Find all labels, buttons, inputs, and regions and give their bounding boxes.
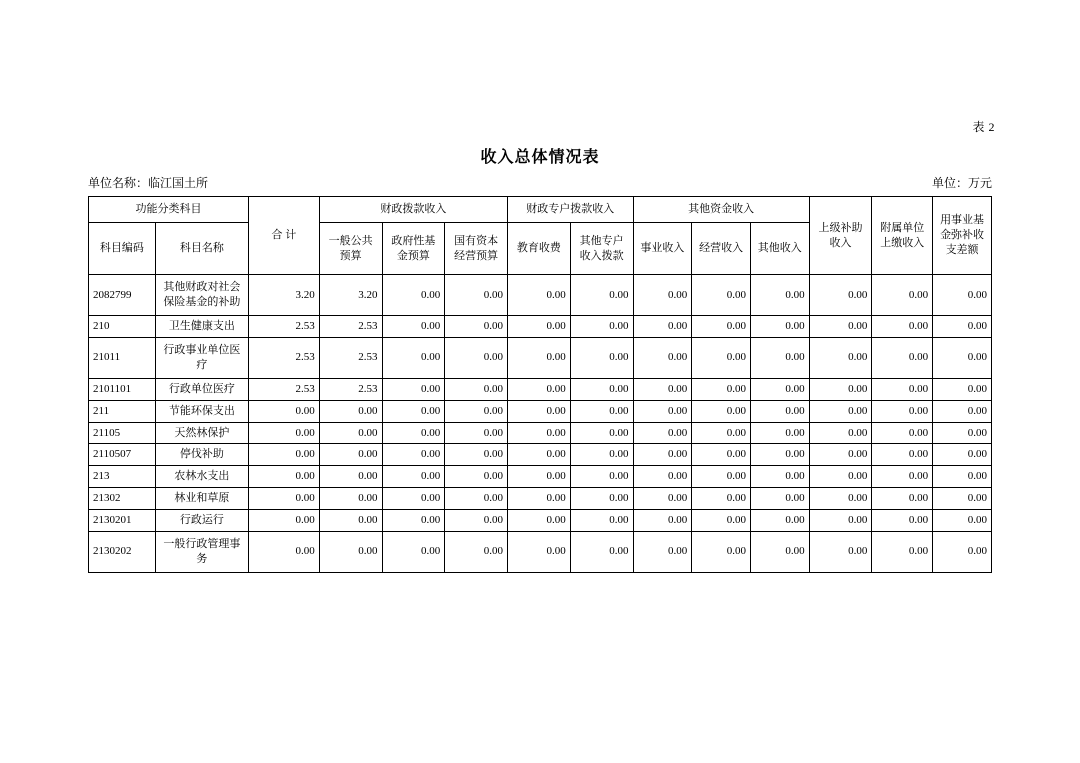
cell-superior-subsidy: 0.00 xyxy=(809,466,872,488)
cell-subject-code: 21302 xyxy=(89,488,156,510)
cell-subordinate-payment: 0.00 xyxy=(872,509,933,531)
cell-state-capital-budget: 0.00 xyxy=(445,275,508,316)
cell-subject-code: 2110507 xyxy=(89,444,156,466)
cell-education-fee: 0.00 xyxy=(508,488,571,510)
cell-other-income: 0.00 xyxy=(750,422,809,444)
cell-general-public-budget: 2.53 xyxy=(319,337,382,378)
cell-state-capital-budget: 0.00 xyxy=(445,509,508,531)
cell-superior-subsidy: 0.00 xyxy=(809,488,872,510)
cell-fund-balance: 0.00 xyxy=(933,466,992,488)
cell-government-fund-budget: 0.00 xyxy=(382,378,445,400)
cell-education-fee: 0.00 xyxy=(508,422,571,444)
cell-other-income: 0.00 xyxy=(750,400,809,422)
cell-fund-balance: 0.00 xyxy=(933,337,992,378)
header-subordinate-payment: 附属单位上缴收入 xyxy=(872,197,933,275)
header-fund-balance: 用事业基金弥补收支差额 xyxy=(933,197,992,275)
cell-other-special-appropriation: 0.00 xyxy=(570,275,633,316)
cell-operating-income: 0.00 xyxy=(692,466,751,488)
cell-superior-subsidy: 0.00 xyxy=(809,400,872,422)
cell-operating-income: 0.00 xyxy=(692,337,751,378)
cell-subject-name: 一般行政管理事务 xyxy=(155,531,248,572)
header-fiscal-appropriation: 财政拨款收入 xyxy=(319,197,507,223)
cell-subject-code: 2130202 xyxy=(89,531,156,572)
cell-superior-subsidy: 0.00 xyxy=(809,275,872,316)
cell-subject-name: 行政单位医疗 xyxy=(155,378,248,400)
table-row xyxy=(89,422,992,444)
table-row xyxy=(89,316,992,338)
cell-general-public-budget: 0.00 xyxy=(319,509,382,531)
cell-subject-code: 21011 xyxy=(89,337,156,378)
cell-subject-name: 农林水支出 xyxy=(155,466,248,488)
cell-business-income: 0.00 xyxy=(633,488,692,510)
cell-subject-name: 停伐补助 xyxy=(155,444,248,466)
cell-subject-code: 210 xyxy=(89,316,156,338)
cell-subject-code: 21105 xyxy=(89,422,156,444)
cell-subject-name: 行政运行 xyxy=(155,509,248,531)
header-other-funds: 其他资金收入 xyxy=(633,197,809,223)
cell-state-capital-budget: 0.00 xyxy=(445,531,508,572)
cell-operating-income: 0.00 xyxy=(692,422,751,444)
cell-education-fee: 0.00 xyxy=(508,531,571,572)
cell-other-income: 0.00 xyxy=(750,444,809,466)
cell-other-special-appropriation: 0.00 xyxy=(570,316,633,338)
cell-other-special-appropriation: 0.00 xyxy=(570,444,633,466)
cell-general-public-budget: 0.00 xyxy=(319,488,382,510)
cell-business-income: 0.00 xyxy=(633,337,692,378)
cell-operating-income: 0.00 xyxy=(692,378,751,400)
cell-total: 0.00 xyxy=(248,444,319,466)
cell-general-public-budget: 3.20 xyxy=(319,275,382,316)
table-row xyxy=(89,531,992,572)
cell-superior-subsidy: 0.00 xyxy=(809,378,872,400)
cell-education-fee: 0.00 xyxy=(508,378,571,400)
cell-state-capital-budget: 0.00 xyxy=(445,337,508,378)
cell-subordinate-payment: 0.00 xyxy=(872,337,933,378)
cell-other-income: 0.00 xyxy=(750,378,809,400)
cell-fund-balance: 0.00 xyxy=(933,531,992,572)
header-education-fee: 教育收费 xyxy=(508,223,571,275)
header-government-fund-budget: 政府性基金预算 xyxy=(382,223,445,275)
cell-other-special-appropriation: 0.00 xyxy=(570,422,633,444)
cell-superior-subsidy: 0.00 xyxy=(809,337,872,378)
cell-subject-code: 213 xyxy=(89,466,156,488)
header-functional-category: 功能分类科目 xyxy=(89,197,249,223)
cell-business-income: 0.00 xyxy=(633,275,692,316)
table-row xyxy=(89,466,992,488)
amount-unit: 单位：万元 xyxy=(931,176,992,190)
cell-business-income: 0.00 xyxy=(633,509,692,531)
table-row xyxy=(89,488,992,510)
cell-subject-name: 卫生健康支出 xyxy=(155,316,248,338)
unit-name xyxy=(88,174,208,191)
cell-fund-balance: 0.00 xyxy=(933,400,992,422)
cell-government-fund-budget: 0.00 xyxy=(382,444,445,466)
cell-state-capital-budget: 0.00 xyxy=(445,444,508,466)
cell-subordinate-payment: 0.00 xyxy=(872,422,933,444)
cell-subordinate-payment: 0.00 xyxy=(872,488,933,510)
cell-other-special-appropriation: 0.00 xyxy=(570,337,633,378)
cell-total: 0.00 xyxy=(248,531,319,572)
cell-other-income: 0.00 xyxy=(750,531,809,572)
cell-business-income: 0.00 xyxy=(633,316,692,338)
cell-other-special-appropriation: 0.00 xyxy=(570,488,633,510)
cell-operating-income: 0.00 xyxy=(692,316,751,338)
cell-total: 2.53 xyxy=(248,378,319,400)
cell-superior-subsidy: 0.00 xyxy=(809,509,872,531)
header-superior-subsidy: 上级补助收入 xyxy=(809,197,872,275)
cell-operating-income: 0.00 xyxy=(692,488,751,510)
header-operating-income: 经营收入 xyxy=(692,223,751,275)
cell-operating-income: 0.00 xyxy=(692,531,751,572)
cell-subject-name: 林业和草原 xyxy=(155,488,248,510)
table-row xyxy=(89,275,992,316)
cell-education-fee: 0.00 xyxy=(508,509,571,531)
cell-education-fee: 0.00 xyxy=(508,444,571,466)
unit-name-value: 临江国土所 xyxy=(148,176,209,190)
cell-general-public-budget: 0.00 xyxy=(319,466,382,488)
cell-fund-balance: 0.00 xyxy=(933,488,992,510)
cell-other-special-appropriation: 0.00 xyxy=(570,400,633,422)
cell-education-fee: 0.00 xyxy=(508,275,571,316)
cell-state-capital-budget: 0.00 xyxy=(445,422,508,444)
cell-fund-balance: 0.00 xyxy=(933,509,992,531)
cell-total: 3.20 xyxy=(248,275,319,316)
cell-superior-subsidy: 0.00 xyxy=(809,316,872,338)
cell-total: 0.00 xyxy=(248,400,319,422)
cell-subject-code: 211 xyxy=(89,400,156,422)
cell-subject-name: 天然林保护 xyxy=(155,422,248,444)
table-header-group-row xyxy=(89,197,992,223)
unit-name-label: 单位名称： xyxy=(88,176,149,190)
table-body xyxy=(89,275,992,573)
cell-subject-code: 2130201 xyxy=(89,509,156,531)
cell-superior-subsidy: 0.00 xyxy=(809,444,872,466)
header-general-public-budget: 一般公共预算 xyxy=(319,223,382,275)
cell-education-fee: 0.00 xyxy=(508,466,571,488)
table-row xyxy=(89,400,992,422)
header-subject-code: 科目编码 xyxy=(89,223,156,275)
cell-other-income: 0.00 xyxy=(750,509,809,531)
cell-other-income: 0.00 xyxy=(750,337,809,378)
header-business-income: 事业收入 xyxy=(633,223,692,275)
cell-other-special-appropriation: 0.00 xyxy=(570,378,633,400)
cell-subordinate-payment: 0.00 xyxy=(872,378,933,400)
cell-operating-income: 0.00 xyxy=(692,509,751,531)
cell-general-public-budget: 2.53 xyxy=(319,378,382,400)
header-special-account: 财政专户拨款收入 xyxy=(508,197,634,223)
cell-business-income: 0.00 xyxy=(633,531,692,572)
header-total: 合 计 xyxy=(248,197,319,275)
cell-operating-income: 0.00 xyxy=(692,444,751,466)
cell-subordinate-payment: 0.00 xyxy=(872,444,933,466)
table-row xyxy=(89,444,992,466)
cell-government-fund-budget: 0.00 xyxy=(382,466,445,488)
cell-education-fee: 0.00 xyxy=(508,316,571,338)
cell-subordinate-payment: 0.00 xyxy=(872,400,933,422)
cell-subject-name: 节能环保支出 xyxy=(155,400,248,422)
cell-superior-subsidy: 0.00 xyxy=(809,531,872,572)
sheet-number: 表 2 xyxy=(972,120,995,134)
table-row xyxy=(89,378,992,400)
cell-total: 0.00 xyxy=(248,466,319,488)
cell-business-income: 0.00 xyxy=(633,444,692,466)
cell-government-fund-budget: 0.00 xyxy=(382,275,445,316)
cell-state-capital-budget: 0.00 xyxy=(445,400,508,422)
cell-total: 0.00 xyxy=(248,509,319,531)
meta-row xyxy=(88,174,992,191)
cell-fund-balance: 0.00 xyxy=(933,444,992,466)
cell-other-income: 0.00 xyxy=(750,488,809,510)
cell-general-public-budget: 0.00 xyxy=(319,400,382,422)
cell-total: 2.53 xyxy=(248,316,319,338)
cell-subordinate-payment: 0.00 xyxy=(872,466,933,488)
cell-operating-income: 0.00 xyxy=(692,275,751,316)
cell-subordinate-payment: 0.00 xyxy=(872,316,933,338)
cell-government-fund-budget: 0.00 xyxy=(382,531,445,572)
cell-government-fund-budget: 0.00 xyxy=(382,509,445,531)
cell-government-fund-budget: 0.00 xyxy=(382,488,445,510)
cell-education-fee: 0.00 xyxy=(508,337,571,378)
cell-fund-balance: 0.00 xyxy=(933,275,992,316)
cell-general-public-budget: 0.00 xyxy=(319,422,382,444)
cell-government-fund-budget: 0.00 xyxy=(382,337,445,378)
cell-superior-subsidy: 0.00 xyxy=(809,422,872,444)
cell-government-fund-budget: 0.00 xyxy=(382,316,445,338)
cell-subject-name: 行政事业单位医疗 xyxy=(155,337,248,378)
cell-state-capital-budget: 0.00 xyxy=(445,316,508,338)
cell-general-public-budget: 2.53 xyxy=(319,316,382,338)
cell-other-special-appropriation: 0.00 xyxy=(570,466,633,488)
cell-government-fund-budget: 0.00 xyxy=(382,422,445,444)
cell-fund-balance: 0.00 xyxy=(933,378,992,400)
cell-general-public-budget: 0.00 xyxy=(319,531,382,572)
cell-subject-code: 2082799 xyxy=(89,275,156,316)
cell-fund-balance: 0.00 xyxy=(933,422,992,444)
cell-other-income: 0.00 xyxy=(750,466,809,488)
cell-state-capital-budget: 0.00 xyxy=(445,466,508,488)
header-other-special-appropriation: 其他专户收入拨款 xyxy=(570,223,633,275)
cell-state-capital-budget: 0.00 xyxy=(445,488,508,510)
cell-other-special-appropriation: 0.00 xyxy=(570,531,633,572)
header-subject-name: 科目名称 xyxy=(155,223,248,275)
table-row xyxy=(89,337,992,378)
cell-state-capital-budget: 0.00 xyxy=(445,378,508,400)
page-title: 收入总体情况表 xyxy=(480,149,600,166)
cell-subordinate-payment: 0.00 xyxy=(872,531,933,572)
cell-business-income: 0.00 xyxy=(633,422,692,444)
cell-subject-code: 2101101 xyxy=(89,378,156,400)
table-row xyxy=(89,509,992,531)
cell-operating-income: 0.00 xyxy=(692,400,751,422)
income-summary-table xyxy=(88,196,992,573)
cell-business-income: 0.00 xyxy=(633,400,692,422)
cell-business-income: 0.00 xyxy=(633,466,692,488)
cell-other-income: 0.00 xyxy=(750,316,809,338)
cell-education-fee: 0.00 xyxy=(508,400,571,422)
cell-other-special-appropriation: 0.00 xyxy=(570,509,633,531)
cell-subject-name: 其他财政对社会保险基金的补助 xyxy=(155,275,248,316)
cell-business-income: 0.00 xyxy=(633,378,692,400)
cell-subordinate-payment: 0.00 xyxy=(872,275,933,316)
cell-total: 0.00 xyxy=(248,488,319,510)
cell-government-fund-budget: 0.00 xyxy=(382,400,445,422)
cell-total: 0.00 xyxy=(248,422,319,444)
cell-general-public-budget: 0.00 xyxy=(319,444,382,466)
header-other-income: 其他收入 xyxy=(750,223,809,275)
cell-fund-balance: 0.00 xyxy=(933,316,992,338)
cell-total: 2.53 xyxy=(248,337,319,378)
cell-other-income: 0.00 xyxy=(750,275,809,316)
header-state-capital-budget: 国有资本经营预算 xyxy=(445,223,508,275)
